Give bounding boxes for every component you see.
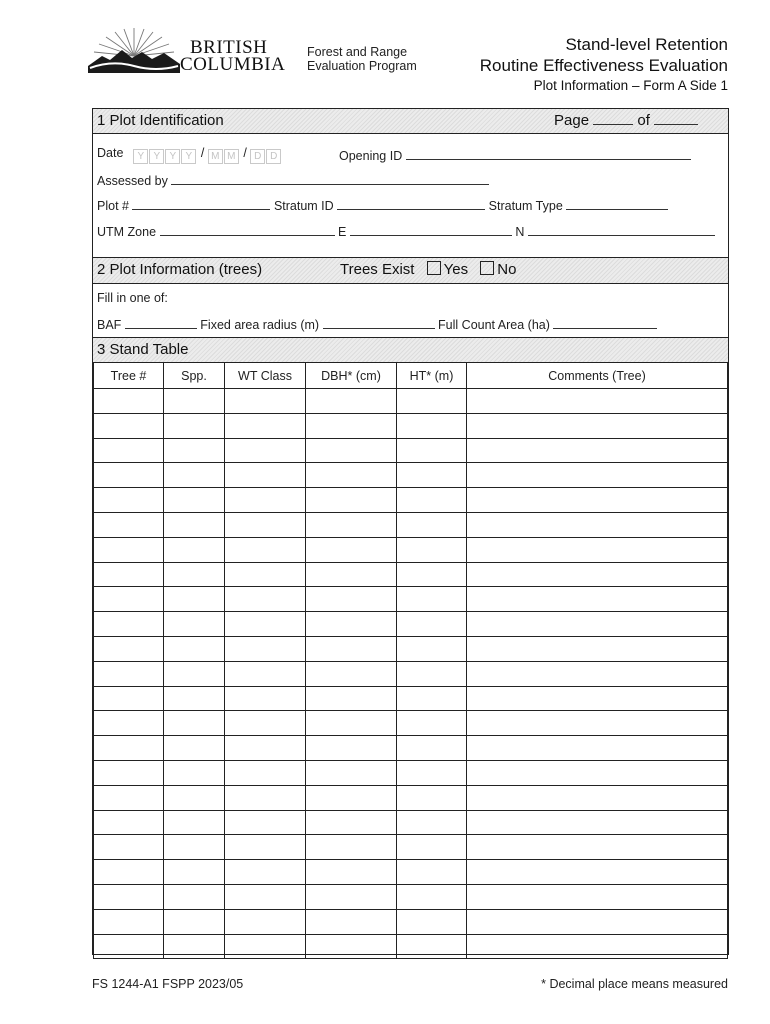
comments-cell[interactable] (467, 661, 728, 686)
wt-class-cell[interactable] (225, 612, 306, 637)
column-header-height: HT* (m) (397, 363, 467, 389)
date-year-box[interactable]: Y (133, 149, 148, 164)
species-cell[interactable] (164, 636, 225, 661)
comments-cell[interactable] (467, 884, 728, 909)
wt-class-cell[interactable] (225, 512, 306, 537)
tree-number-cell[interactable] (94, 612, 164, 637)
height-cell[interactable] (397, 835, 467, 860)
wt-class-cell[interactable] (225, 934, 306, 959)
dbh-cell[interactable] (306, 389, 397, 414)
utm-zone-label: UTM Zone (97, 225, 157, 239)
date-separator: / (243, 146, 247, 160)
wt-class-cell[interactable] (225, 562, 306, 587)
wt-class-cell[interactable] (225, 835, 306, 860)
height-cell[interactable] (397, 909, 467, 934)
species-cell[interactable] (164, 537, 225, 562)
comments-cell[interactable] (467, 835, 728, 860)
full-count-area-field[interactable] (553, 317, 657, 329)
stratum-id-field[interactable] (337, 198, 485, 210)
date-day-box[interactable]: D (266, 149, 281, 164)
date-year-box[interactable]: Y (181, 149, 196, 164)
table-row (94, 835, 728, 860)
comments-cell[interactable] (467, 686, 728, 711)
dbh-cell[interactable] (306, 612, 397, 637)
wt-class-cell[interactable] (225, 463, 306, 488)
dbh-cell[interactable] (306, 438, 397, 463)
program-name-line2: Evaluation Program (307, 59, 417, 73)
comments-cell[interactable] (467, 389, 728, 414)
wt-class-cell[interactable] (225, 760, 306, 785)
height-cell[interactable] (397, 760, 467, 785)
species-cell[interactable] (164, 884, 225, 909)
fixed-radius-label: Fixed area radius (m) (200, 318, 320, 332)
wt-class-cell[interactable] (225, 636, 306, 661)
table-row (94, 711, 728, 736)
dbh-cell[interactable] (306, 860, 397, 885)
table-row (94, 612, 728, 637)
comments-cell[interactable] (467, 537, 728, 562)
species-cell[interactable] (164, 785, 225, 810)
date-day-box[interactable]: D (250, 149, 265, 164)
height-cell[interactable] (397, 785, 467, 810)
height-cell[interactable] (397, 636, 467, 661)
species-cell[interactable] (164, 612, 225, 637)
species-cell[interactable] (164, 587, 225, 612)
wt-class-cell[interactable] (225, 711, 306, 736)
dbh-cell[interactable] (306, 785, 397, 810)
table-row (94, 512, 728, 537)
fixed-radius-field[interactable] (323, 317, 435, 329)
species-cell[interactable] (164, 736, 225, 761)
species-cell[interactable] (164, 389, 225, 414)
tree-number-cell[interactable] (94, 512, 164, 537)
dbh-cell[interactable] (306, 463, 397, 488)
easting-field[interactable] (350, 224, 512, 236)
tree-number-cell[interactable] (94, 661, 164, 686)
tree-number-cell[interactable] (94, 562, 164, 587)
table-row (94, 810, 728, 835)
height-cell[interactable] (397, 488, 467, 513)
comments-cell[interactable] (467, 934, 728, 959)
section-1-title: 1 Plot Identification (97, 112, 224, 129)
height-cell[interactable] (397, 512, 467, 537)
dbh-cell[interactable] (306, 736, 397, 761)
height-cell[interactable] (397, 736, 467, 761)
date-label: Date (97, 146, 124, 160)
table-row (94, 934, 728, 959)
dbh-cell[interactable] (306, 711, 397, 736)
assessed-by-label: Assessed by (97, 174, 168, 188)
column-header-comments: Comments (Tree) (467, 363, 728, 389)
species-cell[interactable] (164, 810, 225, 835)
species-cell[interactable] (164, 661, 225, 686)
height-cell[interactable] (397, 438, 467, 463)
height-cell[interactable] (397, 587, 467, 612)
stand-table-header-row (94, 363, 728, 389)
species-cell[interactable] (164, 835, 225, 860)
section-3-header (93, 337, 728, 363)
column-header-species: Spp. (164, 363, 225, 389)
table-row (94, 661, 728, 686)
species-cell[interactable] (164, 562, 225, 587)
date-year-box[interactable]: Y (149, 149, 164, 164)
assessed-by-field[interactable] (171, 173, 489, 185)
tree-number-cell[interactable] (94, 686, 164, 711)
comments-cell[interactable] (467, 810, 728, 835)
bc-logo-icon (88, 26, 180, 78)
stratum-id-label: Stratum ID (273, 199, 334, 213)
wt-class-cell[interactable] (225, 438, 306, 463)
date-year-box[interactable]: Y (165, 149, 180, 164)
form-frame (92, 108, 729, 955)
dbh-cell[interactable] (306, 488, 397, 513)
dbh-cell[interactable] (306, 810, 397, 835)
table-row (94, 587, 728, 612)
species-cell[interactable] (164, 488, 225, 513)
wt-class-cell[interactable] (225, 884, 306, 909)
species-cell[interactable] (164, 512, 225, 537)
tree-number-cell[interactable] (94, 884, 164, 909)
opening-id-label: Opening ID (339, 149, 403, 163)
form-code: FS 1244-A1 FSPP 2023/05 (92, 977, 244, 991)
dbh-cell[interactable] (306, 760, 397, 785)
wt-class-cell[interactable] (225, 810, 306, 835)
tree-number-cell[interactable] (94, 760, 164, 785)
tree-number-cell[interactable] (94, 860, 164, 885)
trees-exist-no-label: No (497, 261, 517, 278)
dbh-cell[interactable] (306, 835, 397, 860)
table-row (94, 736, 728, 761)
wt-class-cell[interactable] (225, 537, 306, 562)
comments-cell[interactable] (467, 488, 728, 513)
comments-cell[interactable] (467, 612, 728, 637)
height-cell[interactable] (397, 413, 467, 438)
column-header-dbh: DBH* (cm) (306, 363, 397, 389)
date-separator: / (200, 146, 205, 160)
comments-cell[interactable] (467, 512, 728, 537)
easting-label: E (338, 225, 347, 239)
tree-number-cell[interactable] (94, 389, 164, 414)
height-cell[interactable] (397, 537, 467, 562)
dbh-cell[interactable] (306, 512, 397, 537)
table-row (94, 413, 728, 438)
org-name-line2: COLUMBIA (180, 54, 286, 75)
northing-field[interactable] (528, 224, 715, 236)
dbh-cell[interactable] (306, 661, 397, 686)
species-cell[interactable] (164, 860, 225, 885)
table-row (94, 463, 728, 488)
fill-in-instruction: Fill in one of: (97, 291, 168, 305)
plot-number-field[interactable] (132, 198, 270, 210)
comments-cell[interactable] (467, 562, 728, 587)
section-3-title: 3 Stand Table (97, 341, 189, 358)
species-cell[interactable] (164, 760, 225, 785)
height-cell[interactable] (397, 810, 467, 835)
plot-number-label: Plot # (97, 199, 129, 213)
comments-cell[interactable] (467, 413, 728, 438)
table-row (94, 537, 728, 562)
form-title-line2: Routine Effectiveness Evaluation (479, 56, 728, 75)
table-row (94, 438, 728, 463)
northing-label: N (515, 225, 525, 239)
comments-cell[interactable] (467, 587, 728, 612)
dbh-cell[interactable] (306, 413, 397, 438)
dbh-cell[interactable] (306, 884, 397, 909)
dbh-cell[interactable] (306, 909, 397, 934)
tree-number-cell[interactable] (94, 463, 164, 488)
wt-class-cell[interactable] (225, 909, 306, 934)
wt-class-cell[interactable] (225, 736, 306, 761)
opening-id-field[interactable] (406, 148, 691, 160)
wt-class-cell[interactable] (225, 661, 306, 686)
stratum-type-field[interactable] (566, 198, 668, 210)
trees-exist-yes-checkbox[interactable] (427, 261, 441, 275)
wt-class-cell[interactable] (225, 587, 306, 612)
height-cell[interactable] (397, 389, 467, 414)
table-row (94, 562, 728, 587)
height-cell[interactable] (397, 711, 467, 736)
species-cell[interactable] (164, 463, 225, 488)
dbh-cell[interactable] (306, 562, 397, 587)
height-cell[interactable] (397, 463, 467, 488)
dbh-cell[interactable] (306, 934, 397, 959)
height-cell[interactable] (397, 860, 467, 885)
trees-exist-no-checkbox[interactable] (480, 261, 494, 275)
tree-number-cell[interactable] (94, 736, 164, 761)
dbh-cell[interactable] (306, 537, 397, 562)
form-title-line1: Stand-level Retention (565, 35, 728, 54)
species-cell[interactable] (164, 909, 225, 934)
species-cell[interactable] (164, 934, 225, 959)
wt-class-cell[interactable] (225, 686, 306, 711)
tree-number-cell[interactable] (94, 438, 164, 463)
column-header-wt-class: WT Class (225, 363, 306, 389)
of-label: of (637, 112, 650, 129)
dbh-cell[interactable] (306, 686, 397, 711)
species-cell[interactable] (164, 711, 225, 736)
column-header-tree-number: Tree # (94, 363, 164, 389)
table-row (94, 686, 728, 711)
page-total-field[interactable] (654, 113, 698, 125)
tree-number-cell[interactable] (94, 785, 164, 810)
baf-field[interactable] (125, 317, 197, 329)
tree-number-cell[interactable] (94, 934, 164, 959)
comments-cell[interactable] (467, 636, 728, 661)
section-2-title: 2 Plot Information (trees) (97, 261, 263, 278)
table-row (94, 389, 728, 414)
date-month-box[interactable]: M (224, 149, 239, 164)
tree-number-cell[interactable] (94, 587, 164, 612)
page-number-field[interactable] (593, 113, 633, 125)
table-row (94, 488, 728, 513)
section-1-header (93, 108, 728, 134)
date-month-box[interactable]: M (208, 149, 223, 164)
species-cell[interactable] (164, 413, 225, 438)
species-cell[interactable] (164, 686, 225, 711)
table-row (94, 884, 728, 909)
comments-cell[interactable] (467, 909, 728, 934)
height-cell[interactable] (397, 934, 467, 959)
tree-number-cell[interactable] (94, 810, 164, 835)
wt-class-cell[interactable] (225, 413, 306, 438)
table-row (94, 785, 728, 810)
height-cell[interactable] (397, 612, 467, 637)
table-row (94, 860, 728, 885)
page-label: Page (554, 112, 590, 129)
table-row (94, 760, 728, 785)
dbh-cell[interactable] (306, 587, 397, 612)
tree-number-cell[interactable] (94, 636, 164, 661)
program-name-line1: Forest and Range (307, 45, 408, 59)
stand-table (93, 362, 728, 959)
comments-cell[interactable] (467, 736, 728, 761)
table-row (94, 636, 728, 661)
org-name-line1: BRITISH (190, 37, 268, 58)
height-cell[interactable] (397, 562, 467, 587)
tree-number-cell[interactable] (94, 413, 164, 438)
tree-number-cell[interactable] (94, 537, 164, 562)
species-cell[interactable] (164, 438, 225, 463)
tree-number-cell[interactable] (94, 711, 164, 736)
utm-zone-field[interactable] (160, 224, 335, 236)
comments-cell[interactable] (467, 463, 728, 488)
stratum-type-label: Stratum Type (488, 199, 563, 213)
dbh-cell[interactable] (306, 636, 397, 661)
comments-cell[interactable] (467, 785, 728, 810)
wt-class-cell[interactable] (225, 860, 306, 885)
wt-class-cell[interactable] (225, 785, 306, 810)
height-cell[interactable] (397, 661, 467, 686)
footnote: * Decimal place means measured (541, 977, 728, 991)
tree-number-cell[interactable] (94, 909, 164, 934)
comments-cell[interactable] (467, 760, 728, 785)
wt-class-cell[interactable] (225, 488, 306, 513)
height-cell[interactable] (397, 686, 467, 711)
tree-number-cell[interactable] (94, 488, 164, 513)
tree-number-cell[interactable] (94, 835, 164, 860)
trees-exist-yes-label: Yes (443, 261, 469, 278)
height-cell[interactable] (397, 884, 467, 909)
form-subtitle: Plot Information – Form A Side 1 (533, 78, 728, 93)
comments-cell[interactable] (467, 860, 728, 885)
wt-class-cell[interactable] (225, 389, 306, 414)
table-row (94, 909, 728, 934)
comments-cell[interactable] (467, 711, 728, 736)
full-count-area-label: Full Count Area (ha) (438, 318, 550, 332)
section-2-header (93, 257, 728, 284)
comments-cell[interactable] (467, 438, 728, 463)
baf-label: BAF (97, 318, 122, 332)
trees-exist-label: Trees Exist (340, 261, 415, 278)
